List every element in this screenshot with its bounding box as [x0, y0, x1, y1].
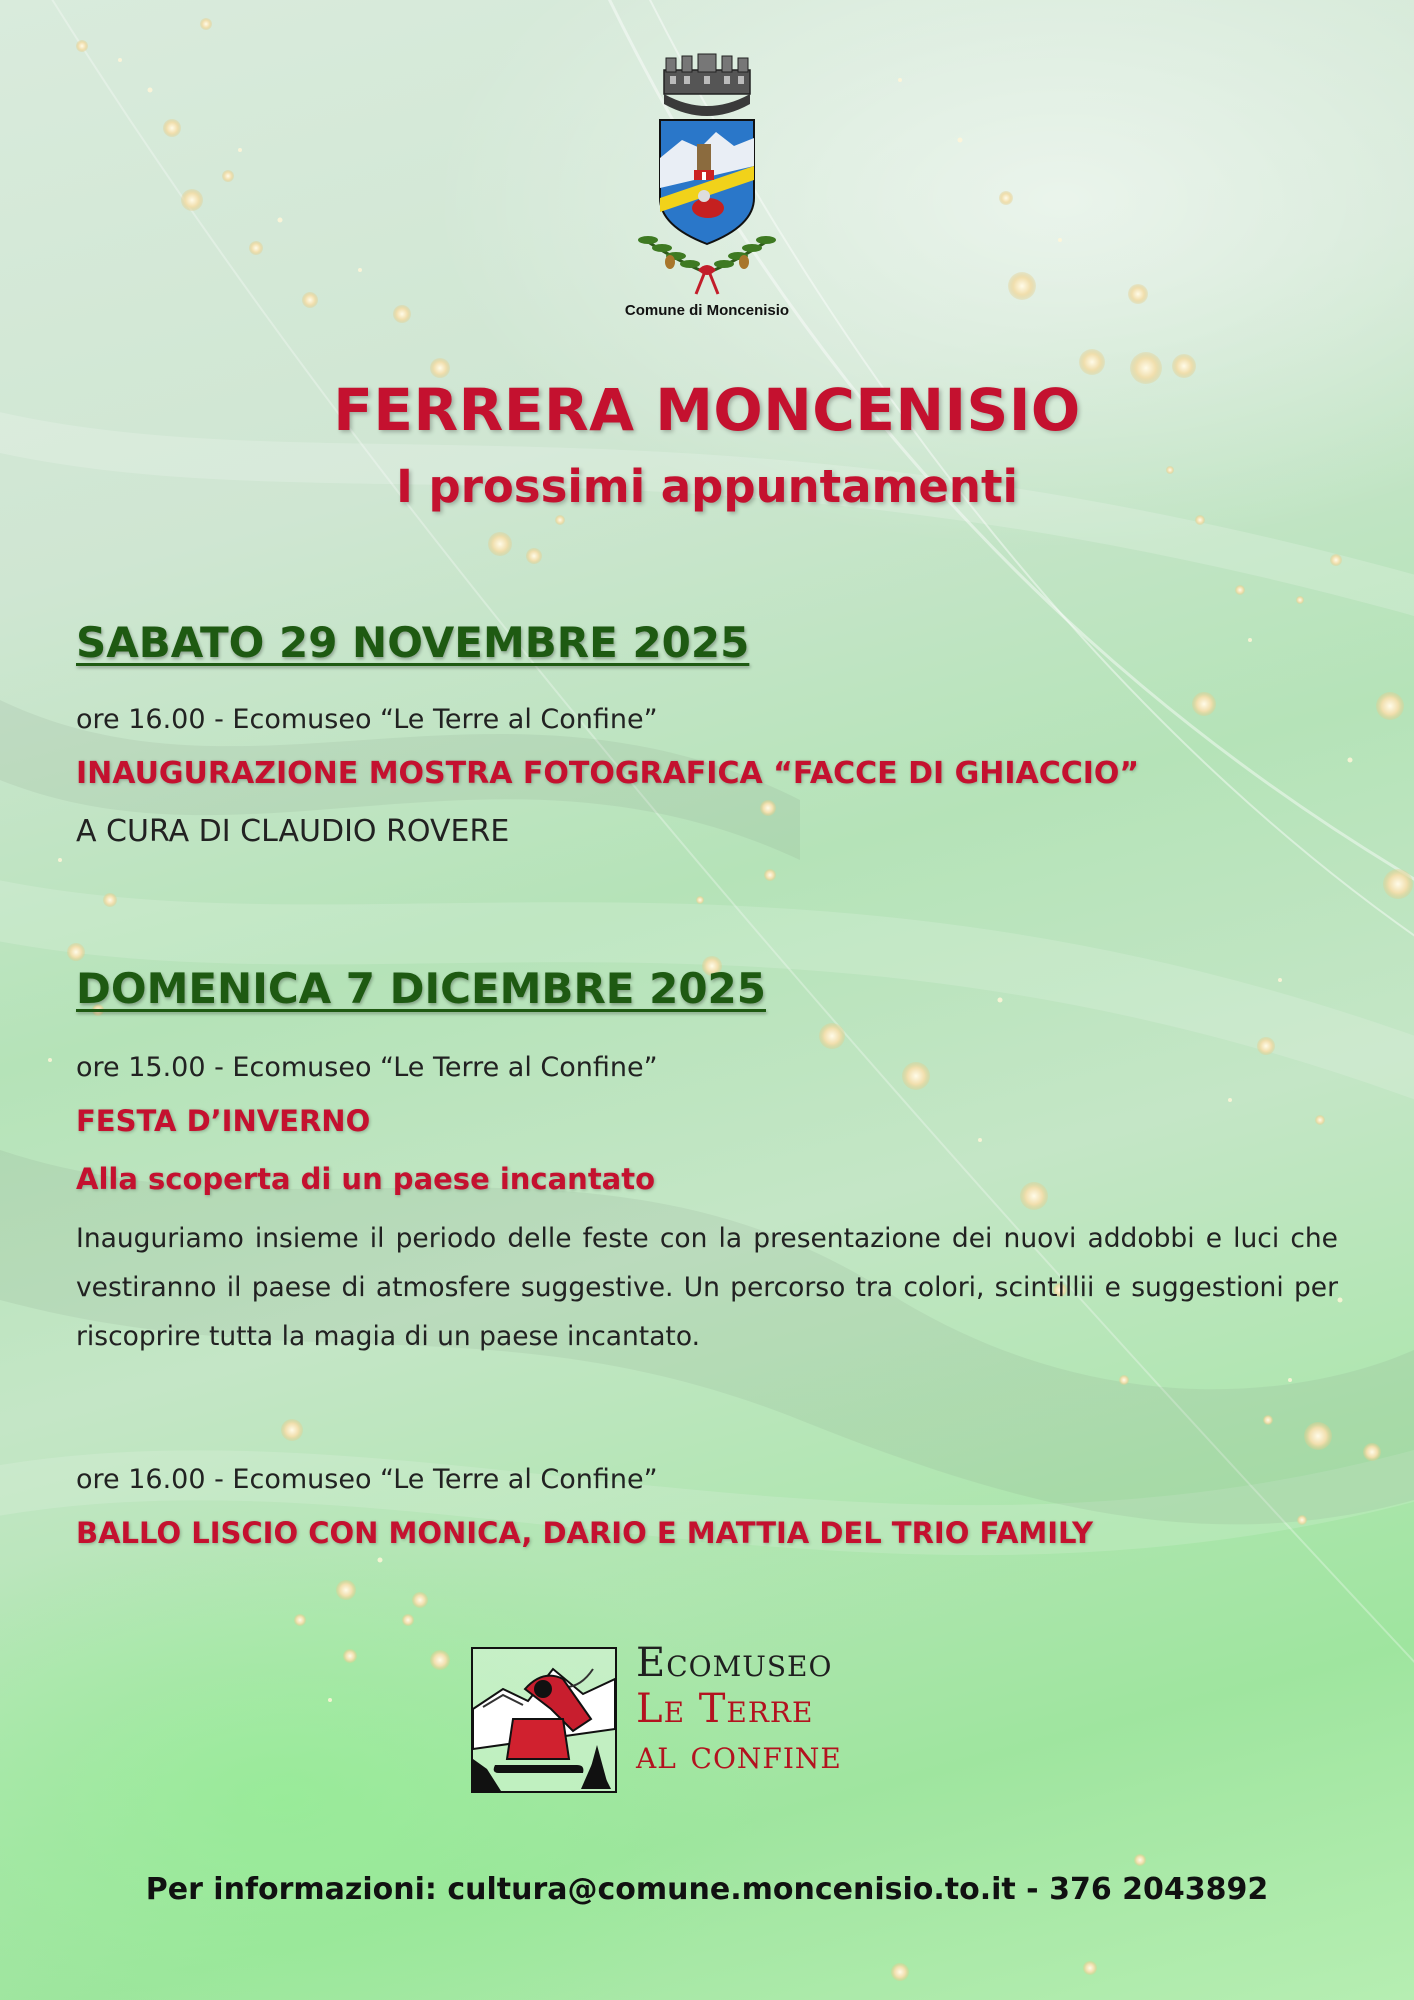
ecomuseo-line-1: Ecomuseo: [636, 1640, 833, 1686]
contact-info: Per informazioni: cultura@comune.moncenisio.to.it - 376 2043892: [145, 1872, 1269, 1907]
ecomuseo-sled-logo-icon: [471, 1647, 617, 1793]
event-date-2: DOMENICA 7 DICEMBRE 2025: [76, 964, 766, 1013]
event-title: FESTA D’INVERNO: [76, 1104, 371, 1138]
page-subtitle: I prossimi appuntamenti: [396, 460, 1018, 513]
comune-name: Comune di Moncenisio: [624, 302, 790, 319]
event-curator: A CURA DI CLAUDIO ROVERE: [76, 814, 510, 849]
event-description: Inauguriamo insieme il periodo delle feste con la presentazione dei nuovi addobbi e luci che vestiranno il paese di atmosfere suggestive. Un percorso tra colori, scintillii e suggestioni per riscoprire tutta la magia di un paese incantato.: [76, 1223, 1338, 1352]
event-title: INAUGURAZIONE MOSTRA FOTOGRAFICA “FACCE DI GHIACCIO”: [76, 756, 1140, 791]
ecomuseo-line-3: al confine: [636, 1732, 842, 1778]
event-subtitle: Alla scoperta di un paese incantato: [76, 1162, 656, 1196]
event-date-1: SABATO 29 NOVEMBRE 2025: [76, 618, 750, 667]
ecomuseo-line-2: Le Terre: [636, 1686, 814, 1732]
event-title: BALLO LISCIO CON MONICA, DARIO E MATTIA DEL TRIO FAMILY: [76, 1516, 1093, 1550]
ecomuseo-wordmark: [636, 1640, 842, 1778]
event-time-place: ore 16.00 - Ecomuseo “Le Terre al Confine”: [76, 704, 658, 735]
page-title: FERRERA MONCENISIO: [333, 376, 1081, 444]
event-time-place: ore 16.00 - Ecomuseo “Le Terre al Confine”: [76, 1464, 658, 1495]
event-time-place: ore 15.00 - Ecomuseo “Le Terre al Confine”: [76, 1052, 658, 1083]
comune-coat-of-arms-icon: [612, 48, 802, 318]
